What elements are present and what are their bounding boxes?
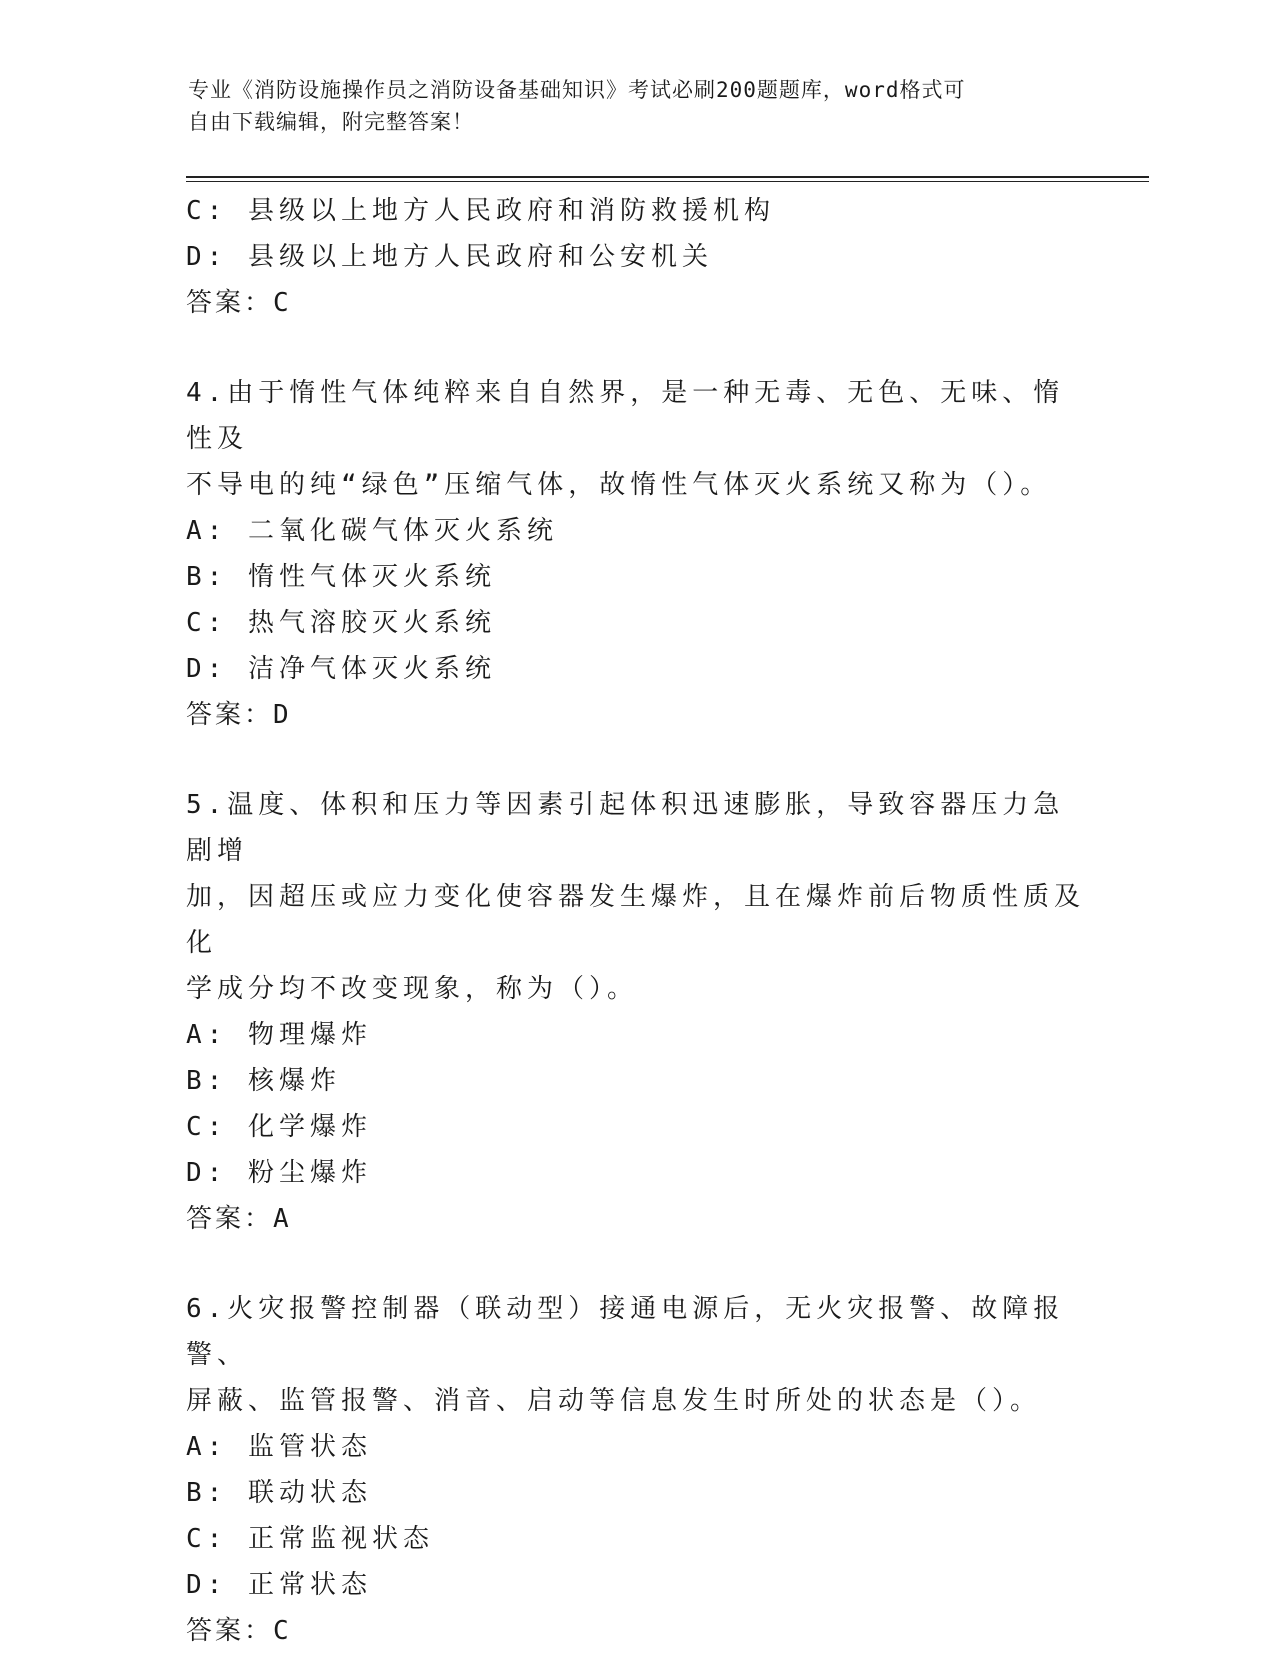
question-list (186, 188, 1086, 1654)
question-stem-line: 6.火灾报警控制器（联动型）接通电源后，无火灾报警、故障报警、 (186, 1294, 1065, 1370)
question-stem-line: 屏蔽、监管报警、消音、启动等信息发生时所处的状态是（）。 (186, 1386, 1042, 1416)
header-title-line-1: 专业《消防设施操作员之消防设备基础知识》考试必刷200题题库，word格式可 (188, 78, 966, 102)
option-a: A: 二氧化碳气体灭火系统 (186, 516, 558, 546)
option-c: C: 热气溶胶灭火系统 (186, 608, 496, 638)
option-b: B: 核爆炸 (186, 1066, 341, 1096)
answer-line: 答案：A (186, 1204, 292, 1234)
option-d: D: 粉尘爆炸 (186, 1158, 372, 1188)
question-3-fragment (186, 188, 1086, 326)
spacer (186, 738, 1086, 782)
option-a: A: 监管状态 (186, 1432, 372, 1462)
question-stem-line: 4.由于惰性气体纯粹来自自然界，是一种无毒、无色、无味、惰性及 (186, 378, 1065, 454)
question-6 (186, 1286, 1086, 1654)
option-c: C: 县级以上地方人民政府和消防救援机构 (186, 196, 775, 226)
option-c: C: 正常监视状态 (186, 1524, 434, 1554)
header-rule-thin (186, 181, 1149, 182)
spacer (186, 1242, 1086, 1286)
header-rule-thick (186, 176, 1149, 178)
option-d: D: 县级以上地方人民政府和公安机关 (186, 242, 713, 272)
header-title-line-2: 自由下载编辑，附完整答案！ (188, 110, 474, 134)
question-stem-line: 5.温度、体积和压力等因素引起体积迅速膨胀，导致容器压力急剧增 (186, 790, 1065, 866)
option-d: D: 洁净气体灭火系统 (186, 654, 496, 684)
answer-line: 答案：C (186, 288, 292, 318)
option-b: B: 惰性气体灭火系统 (186, 562, 496, 592)
question-4 (186, 370, 1086, 738)
option-c: C: 化学爆炸 (186, 1112, 372, 1142)
option-d: D: 正常状态 (186, 1570, 372, 1600)
answer-line: 答案：C (186, 1616, 292, 1646)
answer-line: 答案：D (186, 700, 292, 730)
question-stem-line: 学成分均不改变现象，称为（）。 (186, 974, 639, 1004)
option-b: B: 联动状态 (186, 1478, 372, 1508)
document-header (188, 74, 1068, 138)
option-a: A: 物理爆炸 (186, 1020, 372, 1050)
question-stem-line: 加，因超压或应力变化使容器发生爆炸，且在爆炸前后物质性质及化 (186, 882, 1086, 958)
spacer (186, 326, 1086, 370)
question-stem-line: 不导电的纯“绿色”压缩气体，故惰性气体灭火系统又称为（）。 (186, 470, 1052, 500)
question-5 (186, 782, 1086, 1242)
